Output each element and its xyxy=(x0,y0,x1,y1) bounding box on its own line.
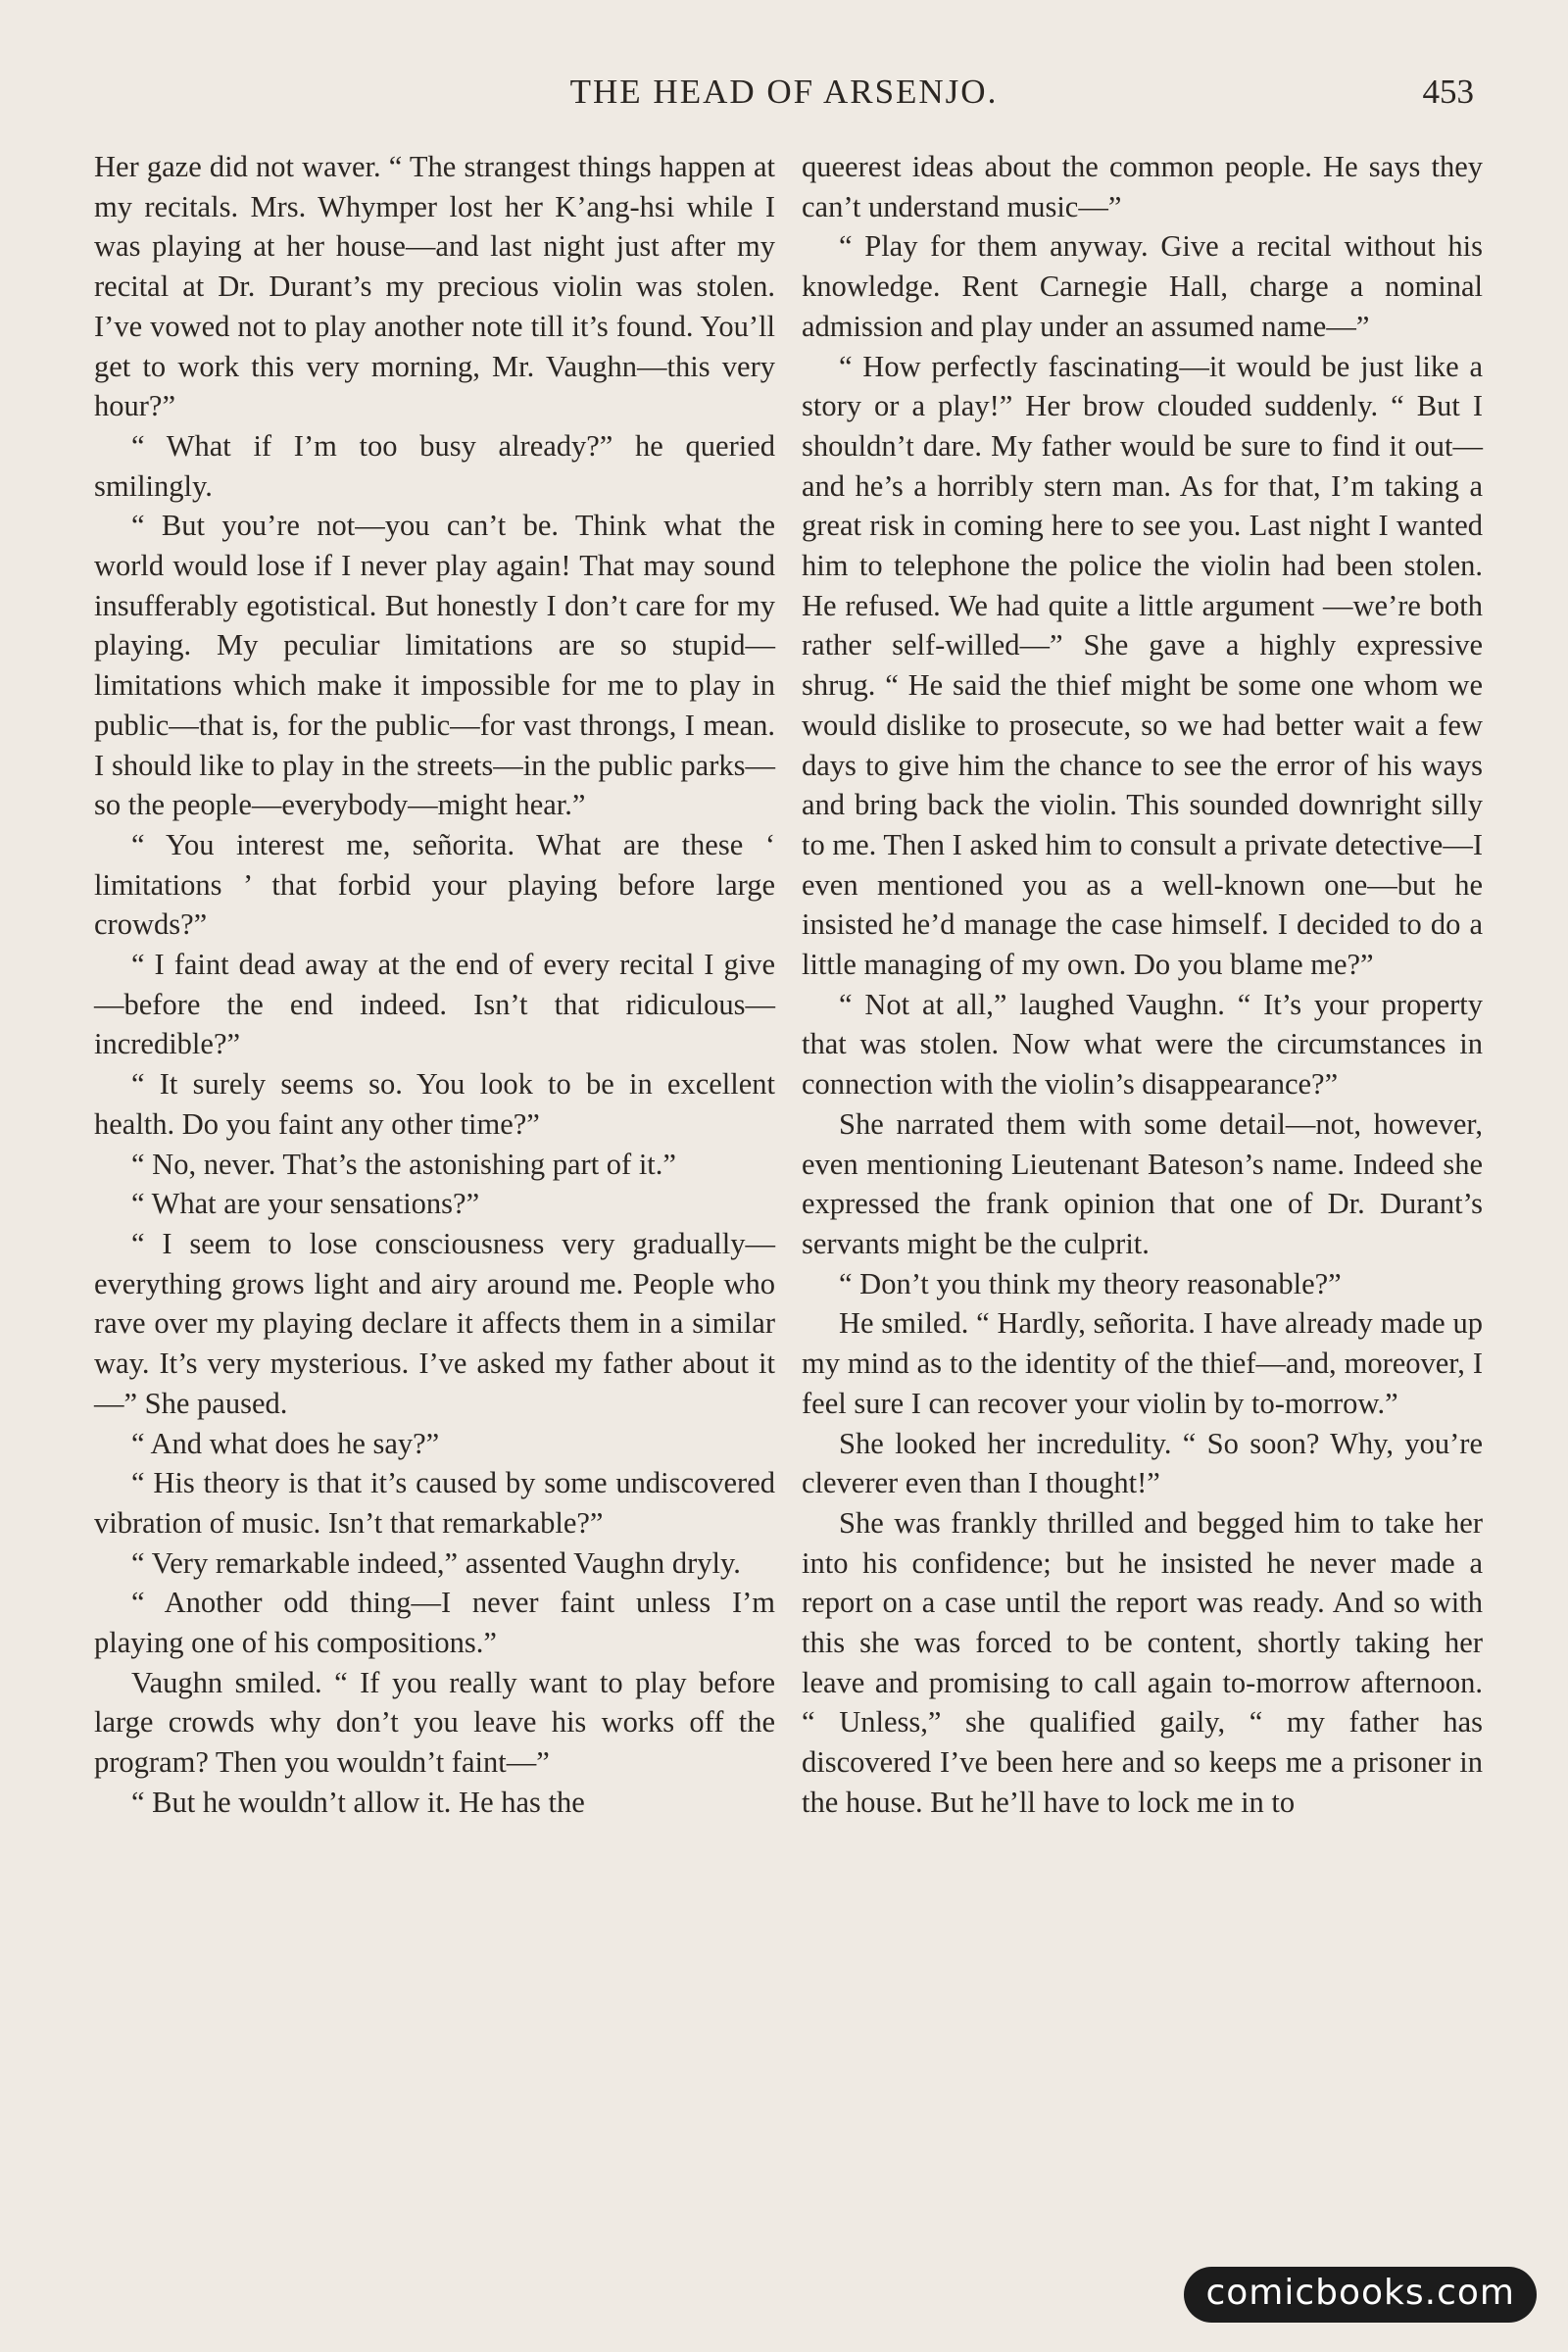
paragraph: She narrated them with some detail—not, however, even mentioning Lieutenant Bateson’s name. Indeed she expressed the frank opinion that one of Dr. Durant’s servants might be the culprit. xyxy=(802,1106,1483,1260)
left-column xyxy=(94,147,775,1823)
paragraph: “ Very remarkable indeed,” assented Vaughn dryly. xyxy=(131,1545,741,1580)
paragraph: “ Play for them anyway. Give a recital without his knowledge. Rent Carnegie Hall, charge a nominal admission and play under an assumed name—” xyxy=(802,229,1483,343)
paragraph: “ No, never. That’s the astonishing part of it.” xyxy=(131,1147,676,1181)
page-number: 453 xyxy=(1422,73,1474,111)
paragraph: “ How perfectly fascinating—it would be just like a story or a play!” Her brow clouded suddenly. “ But I shouldn’t dare. My father would be sure to find it out—and he’s a horribly stern man. As for that, I’m taking a great risk in coming here to see you. Last night I wanted him to telephone the police the violin had been stolen. He refused. We had quite a little argument —we’re both rather self-willed—” She gave a highly expressive shrug. “ He said the thief might be some one whom we would dislike to prosecute, so we had better wait a few days to give him the chance to see the error of his ways and bring back the violin. This sounded downright silly to me. Then I asked him to consult a private detective—I even mentioned you as a well-known one—but he insisted he’d manage the case himself. I decided to do a little managing of my own. Do you blame me?” xyxy=(802,349,1483,982)
paragraph: Her gaze did not waver. “ The strangest things happen at my recitals. Mrs. Whymper lost her K’ang-hsi while I was playing at her house—and last night just after my recital at Dr. Durant’s my precious violin was stolen. I’ve vowed not to play another note till it’s found. You’ll get to work this very morning, Mr. Vaughn—this very hour?” xyxy=(94,150,775,423)
paragraph: “ Another odd thing—I never faint unless I’m playing one of his compositions.” xyxy=(94,1586,775,1660)
paragraph: queerest ideas about the common people. He says they can’t understand music—” xyxy=(802,150,1483,223)
paragraph: “ What if I’m too busy already?” he queried smilingly. xyxy=(94,428,775,503)
paragraph: “ His theory is that it’s caused by some undiscovered vibration of music. Isn’t that remarkable?” xyxy=(94,1466,775,1540)
paragraph: “ Not at all,” laughed Vaughn. “ It’s your property that was stolen. Now what were the circumstances in connection with the violin’s disappearance?” xyxy=(802,987,1483,1102)
page-header xyxy=(0,73,1568,122)
paragraph: She was frankly thrilled and begged him to take her into his confidence; but he insisted he never made a report on a case until the report was ready. And so with this she was forced to be content, shortly taking her leave and promising to call again to-morrow afternoon. “ Unless,” she qualified gaily, “ my father has discovered I’ve been here and so keeps me a prisoner in the house. But he’ll have to lock me in to xyxy=(802,1505,1483,1819)
paragraph: “ And what does he say?” xyxy=(131,1426,440,1460)
paragraph: “ What are your sensations?” xyxy=(131,1187,480,1221)
paragraph: “ I faint dead away at the end of every recital I give—before the end indeed. Isn’t that ridiculous—incredible?” xyxy=(94,948,775,1061)
watermark-badge: comicbooks.com xyxy=(1184,2267,1537,2323)
paragraph: “ I seem to lose consciousness very gradually—everything grows light and airy around me. People who rave over my playing declare it affects them in a similar way. It’s very mysterious. I’ve asked my father about it—” She paused. xyxy=(94,1226,775,1420)
paragraph: “ But he wouldn’t allow it. He has the xyxy=(131,1785,585,1819)
paragraph: She looked her incredulity. “ So soon? Why, you’re cleverer even than I thought!” xyxy=(802,1426,1483,1500)
paragraph: “ It surely seems so. You look to be in excellent health. Do you faint any other time?” xyxy=(94,1067,775,1141)
paragraph: “ But you’re not—you can’t be. Think what the world would lose if I never play again! That may sound insufferably egotistical. But honestly I don’t care for my playing. My peculiar limitations are so stupid—limitations which make it impossible for me to play in public—that is, for the public—for vast throngs, I mean. I should like to play in the streets—in the public parks—so the people—everybody—might hear.” xyxy=(94,509,775,822)
paragraph: Vaughn smiled. “ If you really want to play before large crowds why don’t you leave his works off the program? Then you wouldn’t faint—” xyxy=(94,1665,775,1780)
paragraph: He smiled. “ Hardly, señorita. I have already made up my mind as to the identity of the thief—and, moreover, I feel sure I can recover your violin by to-morrow.” xyxy=(802,1306,1483,1420)
paragraph: “ Don’t you think my theory reasonable?” xyxy=(839,1266,1342,1300)
running-title: THE HEAD OF ARSENJO. xyxy=(569,73,999,111)
right-column xyxy=(802,147,1483,1823)
paragraph: “ You interest me, señorita. What are these ‘ limitations ’ that forbid your playing before large crowds?” xyxy=(94,827,775,942)
